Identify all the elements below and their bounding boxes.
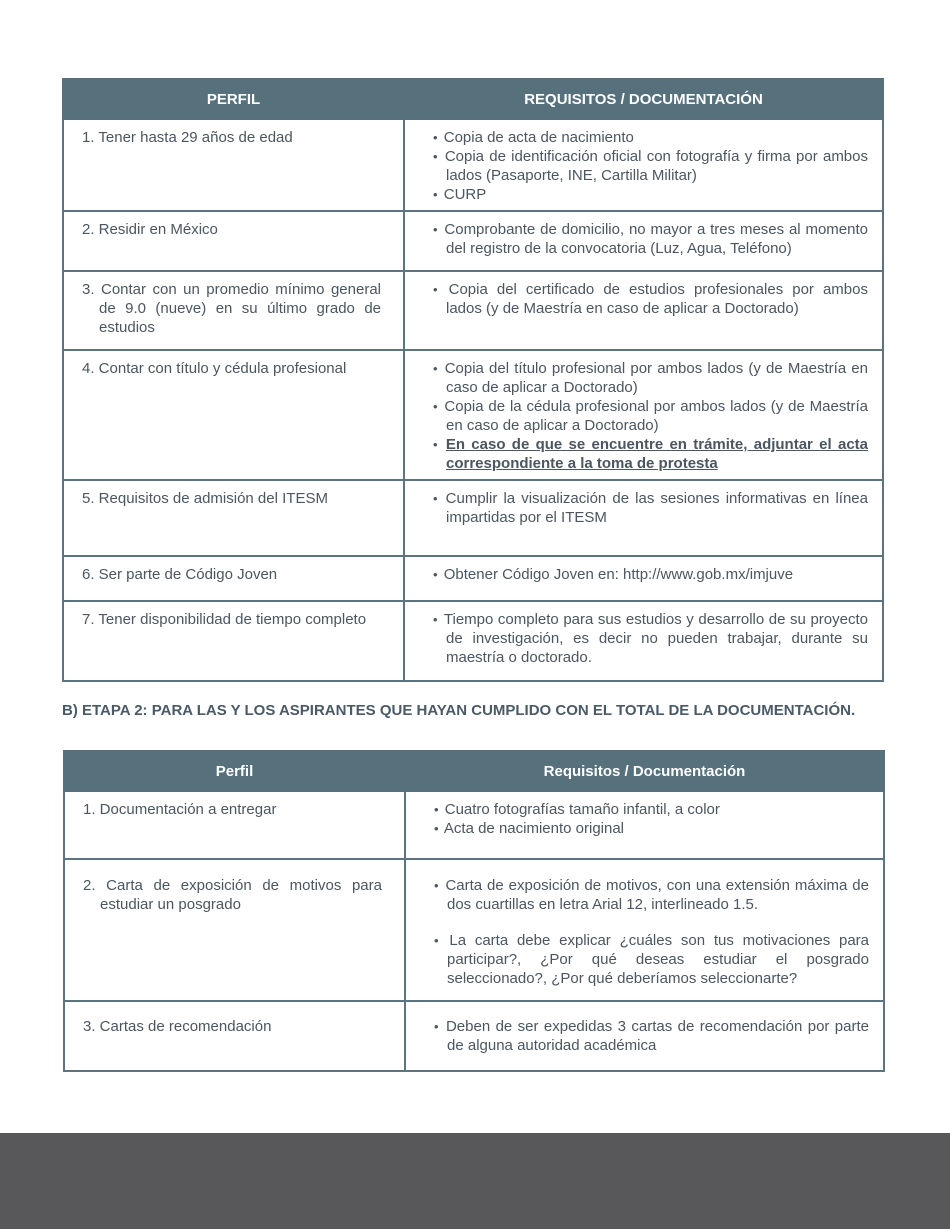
list-item: • CURP [433, 186, 487, 203]
perfil-cell [63, 271, 404, 350]
table-row [63, 556, 883, 601]
list-item: • Copia de identificación oficial con fotografía y firma por ambos lados (Pasaporte, INE, Cartilla Militar) [433, 148, 868, 184]
table-row [63, 601, 883, 681]
perfil-text: 1. Tener hasta 29 años de edad [82, 129, 293, 146]
perfil-cell [64, 859, 405, 1001]
requisitos-cell [404, 119, 883, 211]
requisitos-cell [404, 211, 883, 271]
perfil-cell [63, 119, 404, 211]
perfil-cell [64, 1001, 405, 1071]
list-item: • Tiempo completo para sus estudios y desarrollo de su proyecto de investigación, es decir no pueden trabajar, durante su maestría o doctorado. [433, 611, 868, 666]
requisitos-cell [405, 859, 884, 1001]
header-requisitos: Requisitos / Documentación [405, 751, 884, 791]
list-item: • Acta de nacimiento original [434, 820, 625, 837]
table-header-row [63, 79, 883, 119]
list-item: • Cuatro fotografías tamaño infantil, a color [434, 801, 720, 818]
section-b-heading: B) ETAPA 2: PARA LAS Y LOS ASPIRANTES QUE HAYAN CUMPLIDO CON EL TOTAL DE LA DOCUMENTACIÓN. [62, 702, 856, 719]
perfil-text: 3. Cartas de recomendación [83, 1018, 272, 1035]
perfil-cell [63, 601, 404, 681]
list-item-highlight: • En caso de que se encuentre en trámite, adjuntar el acta correspondiente a la toma de protesta [433, 436, 868, 472]
requisitos-cell [405, 791, 884, 859]
perfil-cell [63, 480, 404, 556]
list-item: • Obtener Código Joven en: http://www.gob.mx/imjuve [433, 566, 794, 583]
requisitos-cell [404, 556, 883, 601]
perfil-cell [64, 791, 405, 859]
table-row [63, 480, 883, 556]
table-row [64, 859, 884, 1001]
header-perfil: PERFIL [63, 79, 404, 119]
perfil-cell [63, 350, 404, 480]
perfil-text: 7. Tener disponibilidad de tiempo completo [82, 611, 367, 628]
list-item: • Copia del título profesional por ambos lados (y de Maestría en caso de aplicar a Doctorado) [433, 360, 868, 396]
perfil-text: 2. Residir en México [82, 221, 218, 238]
list-item: • La carta debe explicar ¿cuáles son tus motivaciones para participar?, ¿Por qué deseas estudiar el posgrado seleccionado?, ¿Por qué deberíamos seleccionarte? [434, 932, 869, 987]
requisitos-cell [404, 480, 883, 556]
table-row [63, 350, 883, 480]
perfil-cell [63, 556, 404, 601]
list-item: • Copia del certificado de estudios profesionales por ambos lados (y de Maestría en caso de aplicar a Doctorado) [433, 281, 868, 317]
table-row [63, 119, 883, 211]
table-row [63, 271, 883, 350]
header-requisitos: REQUISITOS / DOCUMENTACIÓN [404, 79, 883, 119]
table-row [63, 211, 883, 271]
table-row [64, 791, 884, 859]
list-item: • Comprobante de domicilio, no mayor a tres meses al momento del registro de la convocatoria (Luz, Agua, Teléfono) [433, 221, 868, 257]
list-item: • Copia de la cédula profesional por ambos lados (y de Maestría en caso de aplicar a Doctorado) [433, 398, 868, 434]
list-item: • Copia de acta de nacimiento [433, 129, 634, 146]
perfil-text: 1. Documentación a entregar [83, 801, 277, 818]
perfil-text: 3. Contar con un promedio mínimo general de 9.0 (nueve) en su último grado de estudios [82, 281, 381, 336]
requirements-table-stage-1 [62, 78, 884, 682]
requisitos-cell [404, 601, 883, 681]
perfil-text: 2. Carta de exposición de motivos para estudiar un posgrado [83, 877, 382, 913]
perfil-text: 4. Contar con título y cédula profesional [82, 360, 347, 377]
list-item: • Cumplir la visualización de las sesiones informativas en línea impartidas por el ITESM [433, 490, 868, 526]
header-perfil: Perfil [64, 751, 405, 791]
list-item: • Carta de exposición de motivos, con una extensión máxima de dos cuartillas en letra Arial 12, interlineado 1.5. [434, 877, 869, 913]
perfil-text: 6. Ser parte de Código Joven [82, 566, 278, 583]
list-item: • Deben de ser expedidas 3 cartas de recomendación por parte de alguna autoridad académica [434, 1018, 869, 1054]
table-row [64, 1001, 884, 1071]
requirements-table-stage-2 [63, 750, 885, 1072]
requisitos-cell [405, 1001, 884, 1071]
perfil-cell [63, 211, 404, 271]
perfil-text: 5. Requisitos de admisión del ITESM [82, 490, 328, 507]
footer-band [0, 1133, 950, 1229]
requisitos-cell [404, 271, 883, 350]
requisitos-cell [404, 350, 883, 480]
table-header-row [64, 751, 884, 791]
